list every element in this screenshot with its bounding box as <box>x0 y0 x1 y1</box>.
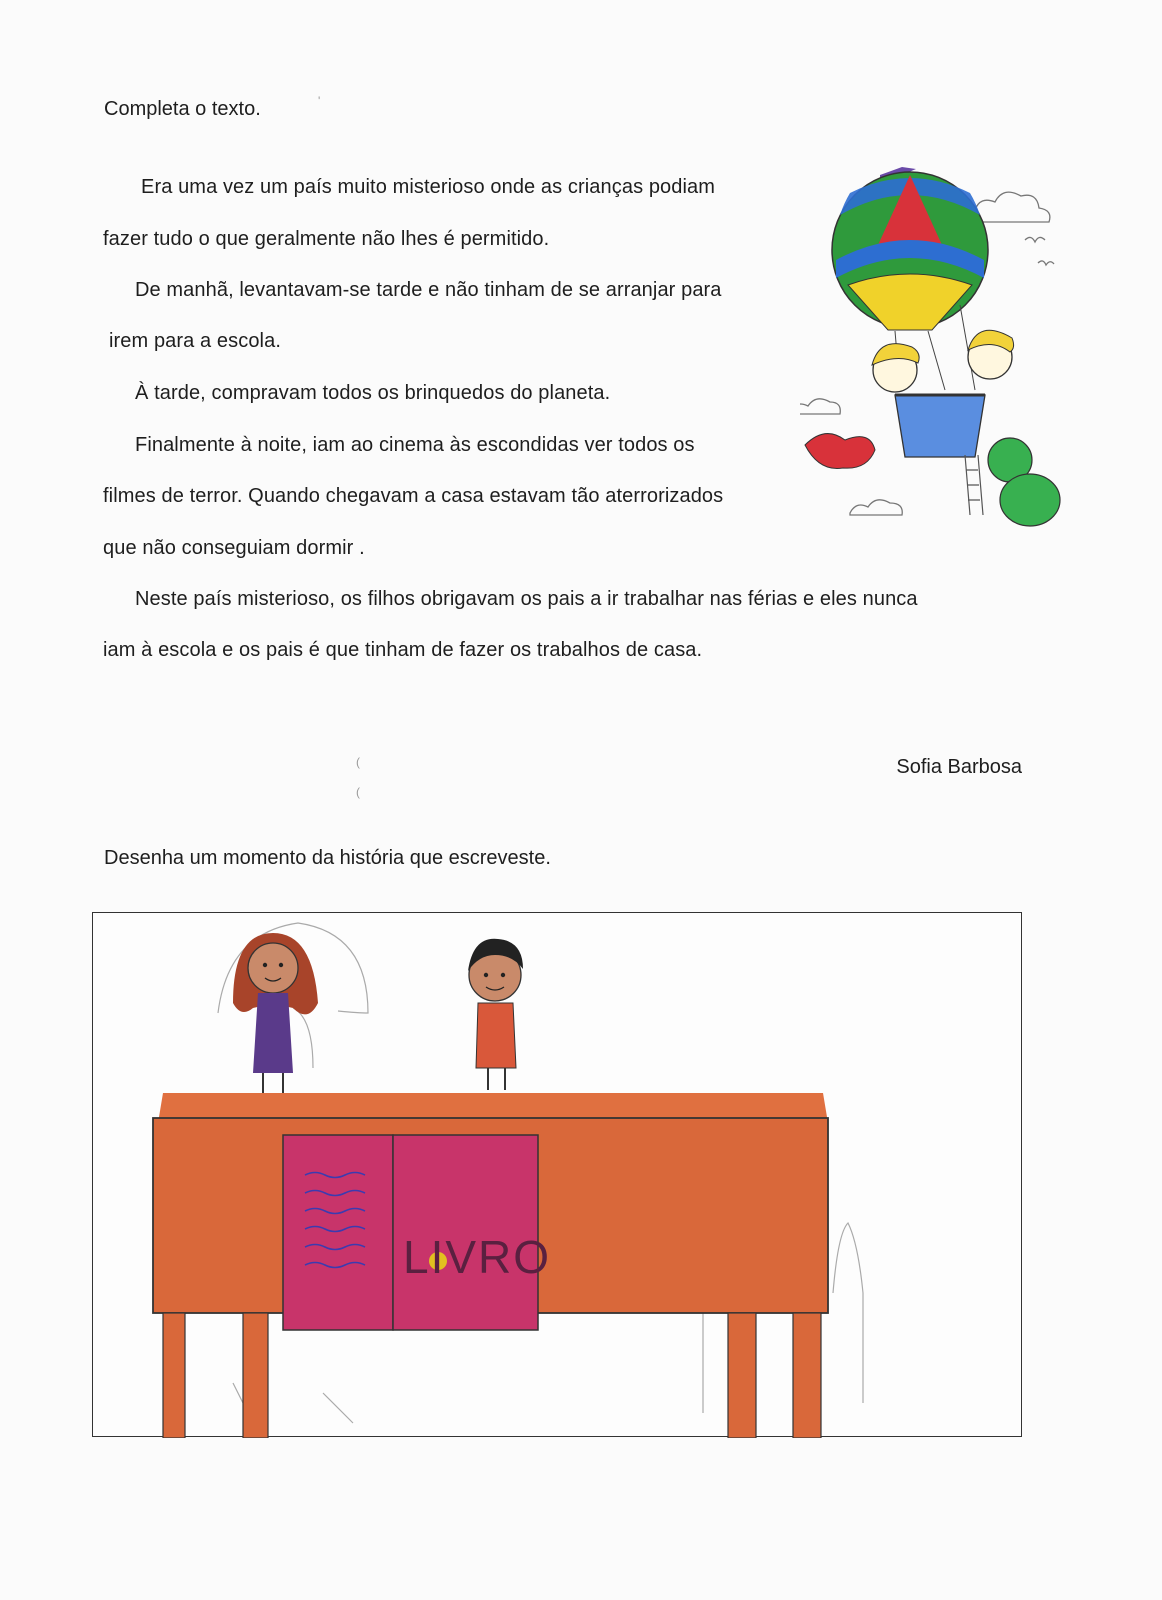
drawing-frame <box>92 912 1022 1437</box>
story-line-4: irem para a escola. <box>109 330 281 352</box>
instruction-complete-text: Completa o texto. <box>104 98 261 120</box>
boy-figure <box>468 939 523 1090</box>
story-line-7: filmes de terror. Quando chegavam a casa estavam tão aterrorizados <box>103 485 724 507</box>
story-line-1: Era uma vez um país muito misterioso onde as crianças podiam <box>141 176 716 198</box>
instruction-draw: Desenha um momento da história que escreveste. <box>104 847 551 869</box>
hot-air-balloon-with-children-icon <box>800 155 1100 555</box>
author-name: Sofia Barbosa <box>896 756 1022 778</box>
story-line-2: fazer tudo o que geralmente não lhes é permitido. <box>103 228 550 250</box>
story-line-9: Neste país misterioso, os filhos obrigavam os pais a ir trabalhar nas férias e eles nunca <box>135 588 918 610</box>
book-word: LIVRO <box>403 1231 552 1283</box>
story-line-6: Finalmente à noite, iam ao cinema às escondidas ver todos os <box>135 434 695 456</box>
story-line-5: À tarde, compravam todos os brinquedos do planeta. <box>135 382 611 404</box>
story-line-8: que não conseguiam dormir . <box>103 537 365 559</box>
girl-figure <box>233 933 318 1093</box>
story-line-3: De manhã, levantavam-se tarde e não tinham de se arranjar para <box>135 279 722 301</box>
worksheet-page: Completa o texto. Era uma vez um país muito misterioso onde as crianças podiam fazer tudo o que geralmente não lhes é permitido. De manhã, levantavam-se tarde e não tinham de se arranjar para irem para a escola. À tarde, compravam todos os brinquedos do planeta. Finalmente à noite, iam ao cinema às escondidas ver todos os filmes de terror. Quando chegavam a casa estavam tão aterrorizados que não conseguiam dormir . Neste país misterioso, os filhos obrigavam os pais a ir trabalhar nas férias e eles nunca iam à escola e os pais é que tinham de fazer os trabalhos de casa. Sofia Barbosa Desenha um momento da história que escreveste. LIVRO ( ( ' <box>0 0 1162 1600</box>
story-line-10: iam à escola e os pais é que tinham de fazer os trabalhos de casa. <box>103 639 703 661</box>
